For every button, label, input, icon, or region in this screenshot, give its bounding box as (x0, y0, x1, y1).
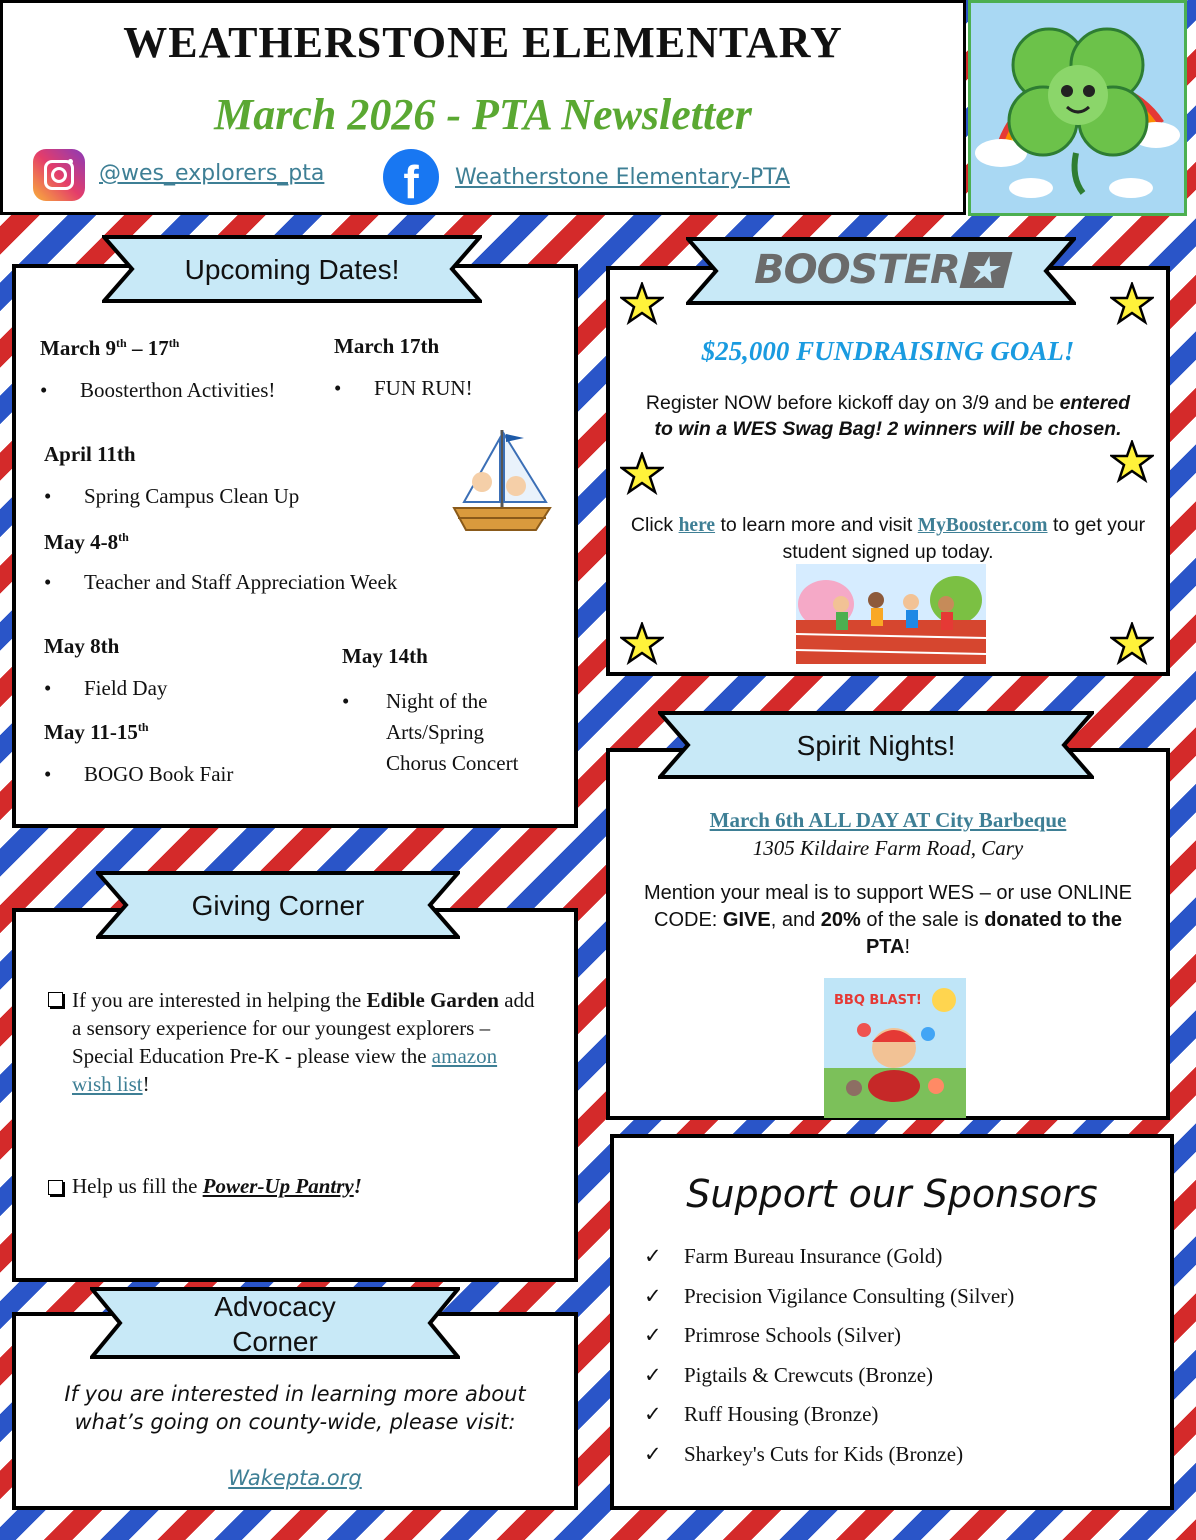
item-field-day: • Field Day (44, 676, 168, 700)
advocacy-corner-title: Advocacy Corner (214, 1291, 336, 1357)
sponsor-item (644, 1323, 901, 1348)
upcoming-dates-banner (102, 234, 482, 300)
advocacy-corner-banner (90, 1286, 460, 1360)
check-icon: ✓ (644, 1362, 662, 1387)
item-book-fair: • BOGO Book Fair (44, 762, 234, 786)
item-teacher-appreciation: • Teacher and Staff Appreciation Week (44, 570, 398, 594)
sponsor-name: Sharkey's Cuts for Kids (Bronze) (684, 1442, 964, 1466)
power-up-pantry-link[interactable]: Power-Up Pantry (202, 1174, 354, 1198)
checkbox-icon (48, 1180, 63, 1195)
sponsors-box (610, 1134, 1174, 1510)
amazon-wish-list-link[interactable]: amazon wish list (72, 1044, 498, 1096)
sponsor-name: Precision Vigilance Consulting (Silver) (684, 1283, 1015, 1308)
date-may-8: May 8th (44, 634, 120, 658)
spirit-nights-box (606, 748, 1170, 1120)
spirit-details: Mention your meal is to support WES – or use ONLINE CODE: GIVE, and 20% of the sale is donated to the PTA! (644, 882, 1132, 958)
date-march-9-17: March 9th – 17th (40, 336, 180, 360)
check-icon: ✓ (644, 1283, 662, 1308)
check-icon: ✓ (644, 1442, 662, 1466)
register-text: Register NOW before kickoff day on 3/9 and be entered to win a WES Swag Bag! 2 winners will be chosen. (645, 392, 1131, 440)
check-icon: ✓ (644, 1244, 662, 1268)
sponsor-name: Farm Bureau Insurance (Gold) (684, 1244, 943, 1268)
sponsor-item (644, 1402, 878, 1427)
svg-text:BBQ BLAST!: BBQ BLAST! (834, 993, 922, 1008)
fundraising-goal: $25,000 FUNDRAISING GOAL! (701, 336, 1075, 366)
giving-corner-box (12, 908, 578, 1282)
facebook-link[interactable]: Weatherstone Elementary-PTA (455, 165, 790, 190)
here-link[interactable]: here (678, 515, 716, 536)
star-icon (1110, 440, 1154, 484)
sponsor-name: Primrose Schools (Silver) (684, 1323, 901, 1348)
spirit-nights-banner (658, 710, 1094, 776)
header-box (0, 0, 966, 215)
upcoming-dates-title: Upcoming Dates! (184, 253, 400, 285)
bbq-blast-image (824, 978, 966, 1118)
star-icon (620, 452, 664, 496)
checkbox-icon (48, 992, 63, 1007)
clover-rainbow-image (968, 0, 1187, 216)
date-may-4-8: May 4-8th (44, 530, 129, 554)
booster-box (606, 266, 1170, 676)
star-icon (1110, 282, 1154, 326)
star-icon (620, 622, 664, 666)
item-boosterthon: • Boosterthon Activities! (40, 378, 276, 402)
upcoming-dates-box (12, 264, 578, 828)
sponsor-name: Ruff Housing (Bronze) (684, 1402, 879, 1427)
giving-corner-title: Giving Corner (191, 889, 365, 921)
giving-item-pantry: Help us fill the Power-Up Pantry! (48, 1174, 362, 1199)
city-barbeque-link[interactable]: March 6th ALL DAY AT City Barbeque (709, 808, 1067, 832)
sponsor-name: Pigtails & Crewcuts (Bronze) (684, 1362, 934, 1387)
spirit-nights-title: Spirit Nights! (796, 729, 956, 761)
mybooster-link[interactable]: MyBooster.com (917, 515, 1048, 536)
instagram-icon[interactable] (33, 149, 85, 201)
facebook-icon[interactable]: f (383, 149, 439, 205)
instagram-link[interactable]: @wes_explorers_pta (99, 161, 325, 186)
star-icon (620, 282, 664, 326)
booster-logo: BOOSTER (686, 238, 1076, 302)
check-icon: ✓ (644, 1323, 662, 1348)
kids-running-image (796, 564, 986, 664)
date-april-11: April 11th (44, 442, 136, 466)
sailboat-image (446, 424, 556, 536)
giving-corner-banner (96, 870, 460, 936)
wakepta-link[interactable]: Wakepta.org (228, 1466, 362, 1490)
click-here-text: Click here to learn more and visit MyBooster.com to get your student signed up today. (630, 514, 1146, 563)
booster-star-icon (959, 252, 1012, 288)
spirit-address: 1305 Kildaire Farm Road, Cary (752, 836, 1024, 860)
item-spring-clean-up: • Spring Campus Clean Up (44, 484, 300, 508)
date-may-11-15: May 11-15th (44, 720, 149, 744)
sponsors-title: Support our Sponsors (686, 1172, 1098, 1216)
sponsor-item (644, 1363, 933, 1388)
sponsor-item (644, 1244, 942, 1269)
star-icon (1110, 622, 1154, 666)
sponsor-item (644, 1442, 963, 1467)
giving-item-edible-garden: If you are interested in helping the Edible Garden add a sensory experience for our youngest explorers – Special Education Pre-K - please view the amazon wish list! (48, 986, 542, 1098)
booster-banner (686, 236, 1076, 302)
item-fun-run: • FUN RUN! (334, 376, 473, 400)
date-may-14: May 14th (342, 644, 428, 668)
sponsor-item (644, 1284, 1014, 1309)
item-night-of-arts: • Night of the Arts/Spring Chorus Concert (342, 689, 519, 775)
check-icon: ✓ (644, 1402, 662, 1427)
advocacy-text: If you are interested in learning more about what’s going on county-wide, please visit: (64, 1382, 526, 1434)
date-march-17: March 17th (334, 334, 440, 358)
newsletter-title: March 2026 - PTA Newsletter (214, 90, 752, 139)
school-name: WEATHERSTONE ELEMENTARY (123, 18, 843, 67)
